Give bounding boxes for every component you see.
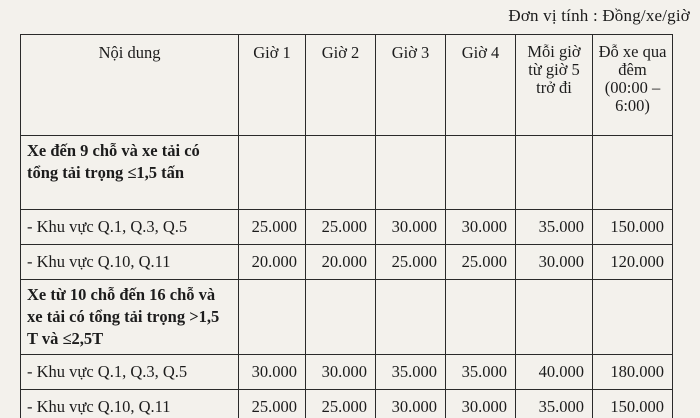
unit-label: Đơn vị tính : Đồng/xe/giờ xyxy=(508,6,690,25)
fee-cell: 30.000 xyxy=(516,245,593,280)
group-row xyxy=(21,280,673,355)
fee-cell: 30.000 xyxy=(306,355,376,390)
fee-cell: 150.000 xyxy=(593,210,673,245)
group-row xyxy=(21,136,673,210)
fee-cell: 30.000 xyxy=(446,210,516,245)
fee-cell: 25.000 xyxy=(239,210,306,245)
table-row xyxy=(21,390,673,418)
fee-cell: 180.000 xyxy=(593,355,673,390)
area-cell: - Khu vực Q.10, Q.11 xyxy=(21,245,239,280)
fee-cell: 25.000 xyxy=(239,390,306,418)
area-cell: - Khu vực Q.1, Q.3, Q.5 xyxy=(21,355,239,390)
area-cell: - Khu vực Q.1, Q.3, Q.5 xyxy=(21,210,239,245)
fee-cell: 30.000 xyxy=(376,210,446,245)
fee-cell: 120.000 xyxy=(593,245,673,280)
fee-cell: 25.000 xyxy=(306,210,376,245)
fee-cell: 35.000 xyxy=(376,355,446,390)
header-hour-3: Giờ 3 xyxy=(376,35,446,136)
group-label: Xe đến 9 chỗ và xe tải có tổng tải trọng ≤1,5 tấn xyxy=(21,136,239,210)
fee-cell: 20.000 xyxy=(306,245,376,280)
table-row xyxy=(21,245,673,280)
fee-cell: 20.000 xyxy=(239,245,306,280)
fee-cell: 25.000 xyxy=(446,245,516,280)
fee-cell: 25.000 xyxy=(376,245,446,280)
group-label: Xe từ 10 chỗ đến 16 chỗ và xe tải có tổng tải trọng >1,5 T và ≤2,5T xyxy=(21,280,239,355)
header-hour-4: Giờ 4 xyxy=(446,35,516,136)
fee-cell: 35.000 xyxy=(446,355,516,390)
table-row xyxy=(21,355,673,390)
fee-cell: 25.000 xyxy=(306,390,376,418)
fee-cell: 35.000 xyxy=(516,210,593,245)
fee-cell: 40.000 xyxy=(516,355,593,390)
header-row xyxy=(21,35,673,136)
fee-cell: 35.000 xyxy=(516,390,593,418)
header-hour-5-onward: Mỗi giờ từ giờ 5 trở đi xyxy=(516,35,593,136)
area-cell: - Khu vực Q.10, Q.11 xyxy=(21,390,239,418)
parking-fee-table xyxy=(20,34,673,418)
table-row xyxy=(21,210,673,245)
fee-cell: 30.000 xyxy=(446,390,516,418)
header-hour-2: Giờ 2 xyxy=(306,35,376,136)
header-overnight: Đỗ xe qua đêm (00:00 – 6:00) xyxy=(593,35,673,136)
fee-cell: 150.000 xyxy=(593,390,673,418)
fee-cell: 30.000 xyxy=(239,355,306,390)
header-hour-1: Giờ 1 xyxy=(239,35,306,136)
header-content: Nội dung xyxy=(21,35,239,136)
fee-cell: 30.000 xyxy=(376,390,446,418)
